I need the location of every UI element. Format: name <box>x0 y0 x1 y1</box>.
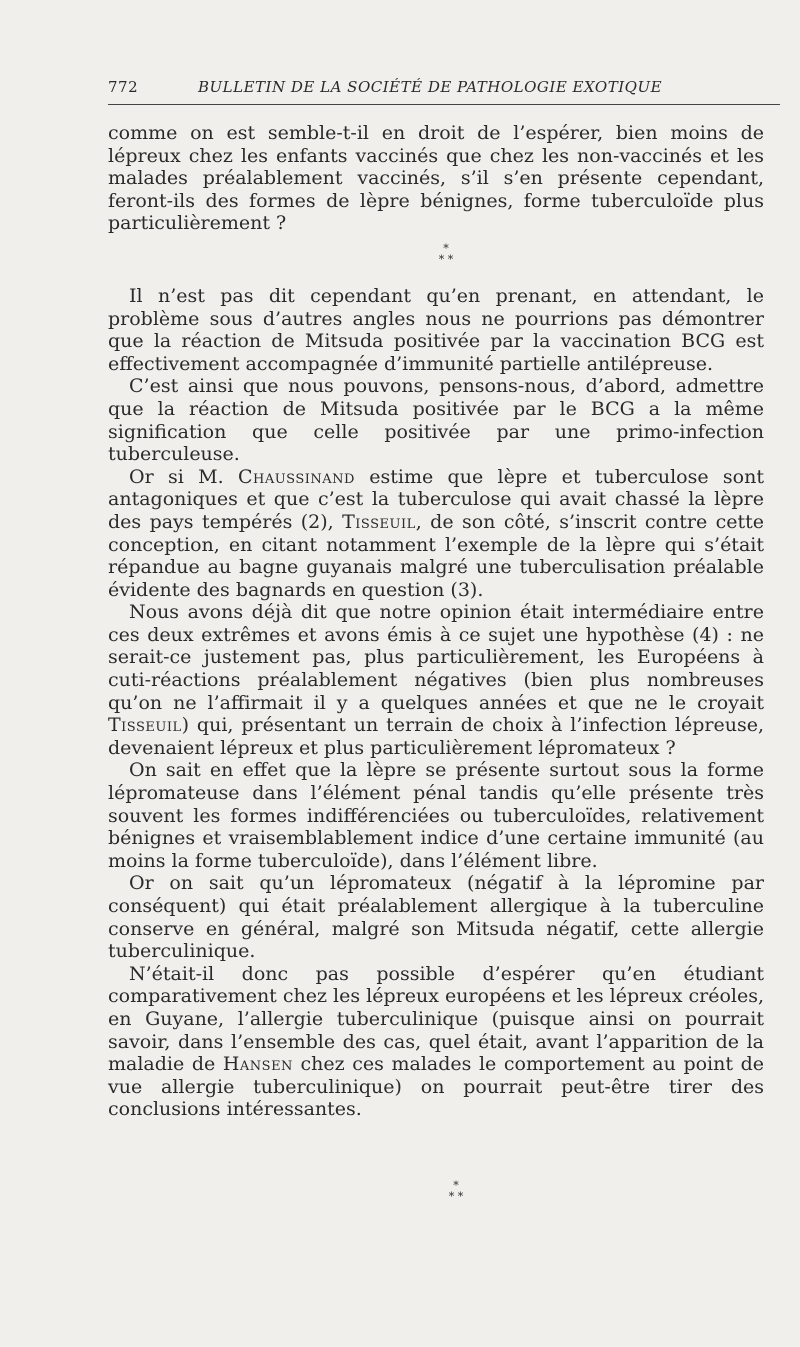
paragraph-5-text-a: Nous avons déjà dit que notre opinion était intermédiaire entre ces deux extrêmes et avons émis à ce sujet une hypothèse (4) : ne serait-ce justement pas, plus particulièrement, les Européens à cuti-réactions préalablement négatives (bien plus nombreuses qu’on ne l’affirmait il y a quelques années et que ne le croyait <box>108 601 764 714</box>
closing-ornament <box>108 1180 784 1202</box>
closing-ornament-star-top: * <box>453 1179 459 1192</box>
paragraph-5 <box>108 601 764 759</box>
ornament-star-top: * <box>443 241 449 255</box>
author-name-tisseuil: Tisseuil <box>342 510 416 533</box>
paragraph-6: On sait en effet que la lèpre se présente surtout sous la forme lépromateuse dans l’élément pénal tandis qu’elle présente très souvent les formes indifférenciées ou tuberculoïdes, relativement bénignes et vraisemblablement indice d’une certaine immunité (au moins la forme tuberculoïde), dans l’élément libre. <box>108 759 764 872</box>
paragraph-4-text-c: , de son côté, s’inscrit contre cette conception, en citant notamment l’exemple de la lèpre qui s’était répandue au bagne guyanais malgré une tuberculisation préalable évidente des bagnards en question (3). <box>108 510 765 601</box>
paragraph-4-text-b: estime que lèpre et tuberculose sont antagoniques et que c’est la tuberculose qui avait chassé la lèpre des pays tempérés (2), <box>108 465 764 533</box>
section-ornament <box>108 243 764 265</box>
paragraph-7: Or on sait qu’un lépromateux (négatif à la lépromine par conséquent) qui était préalablement allergique à la tuberculine conserve en général, malgré son Mitsuda négatif, cette allergie tuberculinique. <box>108 872 764 963</box>
header-rule <box>108 104 780 105</box>
paragraph-4-text-a: Or si M. <box>129 465 238 488</box>
paragraph-5-text-b: ) qui, présentant un terrain de choix à l’infection lépreuse, devenaient lépreux et plus particulièrement lépromateux ? <box>108 714 764 759</box>
author-name-tisseuil: Tisseuil <box>108 714 182 737</box>
paragraph-8 <box>108 963 764 1121</box>
closing-ornament-star-bottom: * * <box>448 1190 464 1203</box>
paragraph-2: Il n’est pas dit cependant qu’en prenant, en attendant, le problème sous d’autres angles nous ne pourrions pas démontrer que la réaction de Mitsuda positivée par la vaccination BCG est effectivement accompagnée d’immunité partielle antilépreuse. <box>108 284 764 375</box>
paragraph-8-text-b: chez ces malades le comportement au point de vue allergie tuberculinique) on pourrait peut-être tirer des conclusions intéressantes. <box>108 1053 764 1121</box>
paragraph-1: comme on est semble-t-il en droit de l’espérer, bien moins de lépreux chez les enfants vaccinés que chez les non-vaccinés et les malades préalablement vaccinés, s’il s’en présente cependant, feront-ils des formes de lèpre bénignes, forme tuberculoïde plus particulièrement ? <box>108 122 764 235</box>
ornament-star-bottom: * * <box>438 252 454 266</box>
page-number: 772 <box>108 78 139 96</box>
author-name-hansen: Hansen <box>222 1053 293 1076</box>
author-name-chaussinand: Chaussinand <box>237 465 355 488</box>
paragraph-3: C’est ainsi que nous pouvons, pensons-nous, d’abord, admettre que la réaction de Mitsuda positivée par le BCG a la même signification que celle positivée par une primo-infection tuberculeuse. <box>108 375 764 466</box>
journal-title: BULLETIN DE LA SOCIÉTÉ DE PATHOLOGIE EXOTIQUE <box>198 78 663 96</box>
article-body <box>108 122 764 1121</box>
paragraph-8-text-a: N’était-il donc pas possible d’espérer qu’en étudiant comparativement chez les lépreux européens et les lépreux créoles, en Guyane, l’allergie tuberculinique (puisque ainsi on pourrait savoir, dans l’ensemble des cas, quel était, avant l’apparition de la maladie de <box>108 962 764 1076</box>
paragraph-4 <box>108 466 764 602</box>
